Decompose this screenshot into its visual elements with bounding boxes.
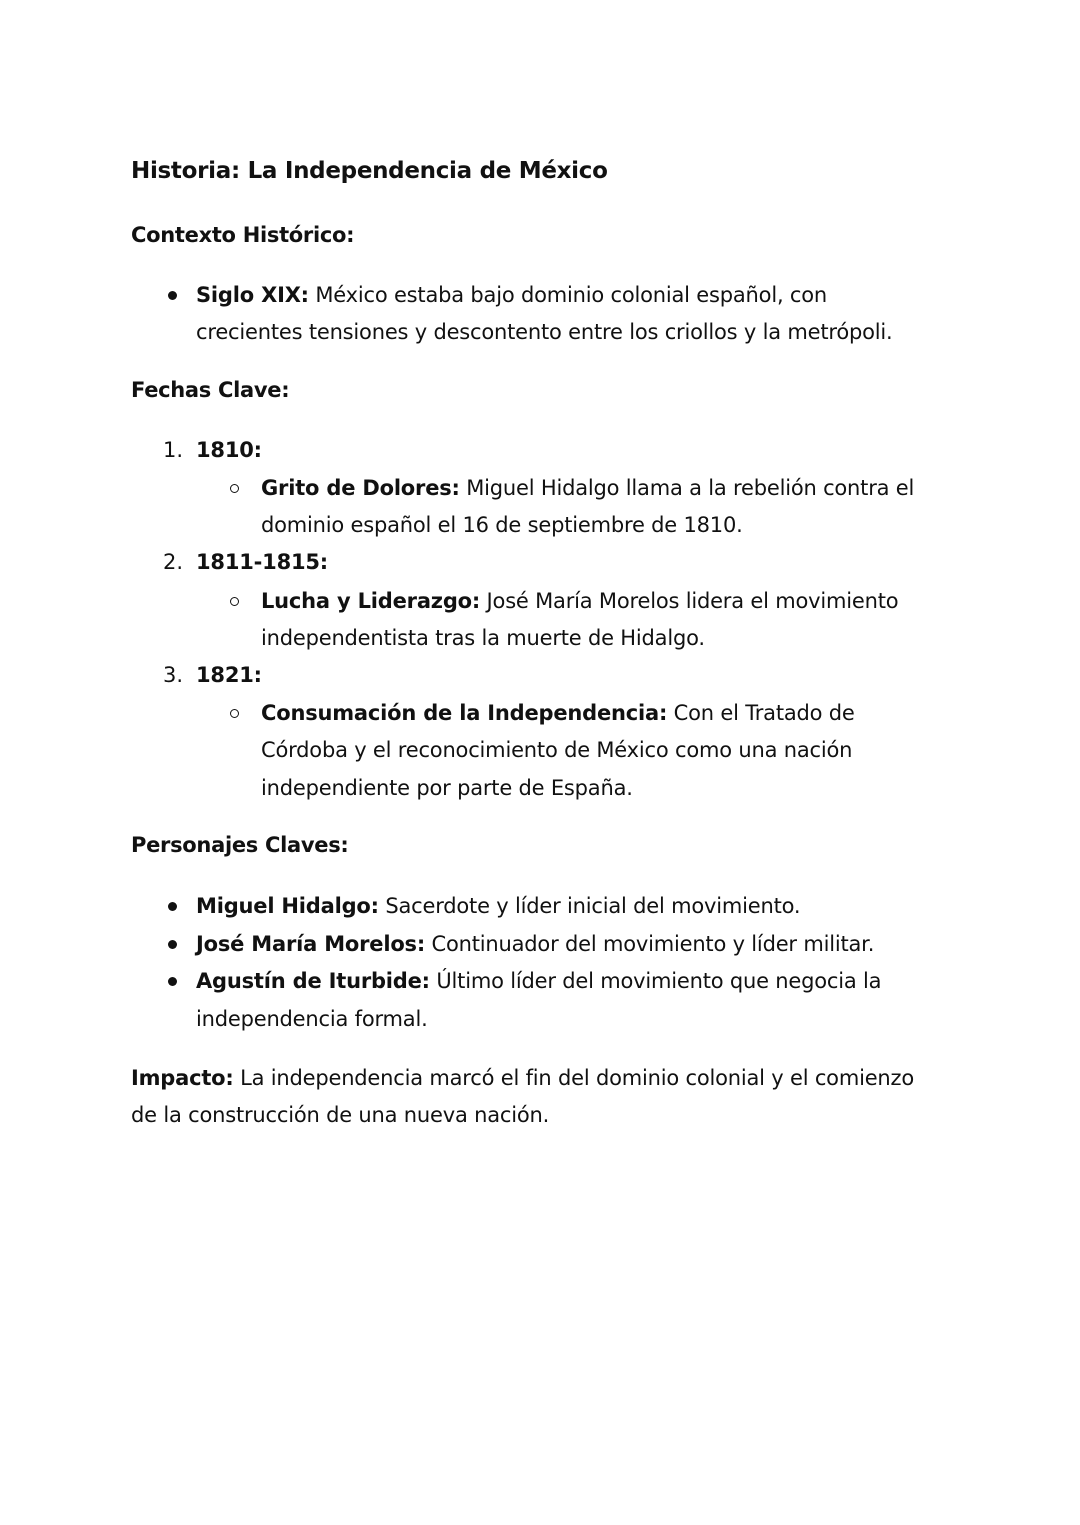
personaje-item xyxy=(196,967,881,995)
contexto-item-line xyxy=(196,281,827,309)
personaje-term: Miguel Hidalgo: xyxy=(196,894,379,918)
bullet-circle-icon xyxy=(230,597,239,606)
bullet-dot-icon xyxy=(168,940,177,949)
list-number: 3. xyxy=(163,663,184,687)
contexto-text: México estaba bajo dominio colonial español, con xyxy=(308,283,828,307)
bullet-dot-icon xyxy=(168,902,177,911)
fechas-heading: Fechas Clave: xyxy=(131,378,290,402)
fecha-sub-text: Miguel Hidalgo llama a la rebelión contra el xyxy=(459,476,915,500)
fecha-date-text: 1811-1815: xyxy=(196,550,329,574)
fecha-date xyxy=(196,661,262,689)
personaje-text: Último líder del movimiento que negocia la xyxy=(429,969,882,993)
fecha-sub-text: José María Morelos lidera el movimiento xyxy=(480,589,899,613)
personaje-term: José María Morelos: xyxy=(196,932,426,956)
fecha-sub-term: Consumación de la Independencia: xyxy=(261,701,668,725)
fecha-sub-line-2: dominio español el 16 de septiembre de 1810. xyxy=(261,513,743,537)
bullet-dot-icon xyxy=(168,291,177,300)
personajes-heading: Personajes Claves: xyxy=(131,833,349,857)
contexto-item-line-2: crecientes tensiones y descontento entre los criollos y la metrópoli. xyxy=(196,320,893,344)
impacto-text: La independencia marcó el fin del dominio colonial y el comienzo xyxy=(233,1066,915,1090)
personaje-item-line-2: independencia formal. xyxy=(196,1007,428,1031)
list-number: 2. xyxy=(163,550,184,574)
fecha-sub-line xyxy=(261,474,914,502)
personaje-item xyxy=(196,930,874,958)
impacto-line-2: de la construcción de una nueva nación. xyxy=(131,1103,550,1127)
fecha-date-text: 1821: xyxy=(196,663,262,687)
fecha-sub-line xyxy=(261,587,898,615)
bullet-circle-icon xyxy=(230,709,239,718)
fecha-date xyxy=(196,548,328,576)
bullet-circle-icon xyxy=(230,484,239,493)
fecha-date-text: 1810: xyxy=(196,438,262,462)
bullet-dot-icon xyxy=(168,977,177,986)
fecha-date xyxy=(196,436,262,464)
personaje-item xyxy=(196,892,800,920)
impacto-line xyxy=(131,1064,914,1092)
impacto-term: Impacto: xyxy=(131,1066,234,1090)
fecha-sub-term: Grito de Dolores: xyxy=(261,476,460,500)
fecha-sub-term: Lucha y Liderazgo: xyxy=(261,589,481,613)
personaje-text: Continuador del movimiento y líder militar. xyxy=(425,932,875,956)
list-number: 1. xyxy=(163,438,184,462)
contexto-heading: Contexto Histórico: xyxy=(131,223,355,247)
fecha-sub-line-2: Córdoba y el reconocimiento de México como una nación xyxy=(261,738,853,762)
personaje-text: Sacerdote y líder inicial del movimiento. xyxy=(378,894,801,918)
fecha-sub-text: Con el Tratado de xyxy=(667,701,855,725)
contexto-term: Siglo XIX: xyxy=(196,283,309,307)
personaje-term: Agustín de Iturbide: xyxy=(196,969,430,993)
fecha-sub-line-3: independiente por parte de España. xyxy=(261,776,633,800)
fecha-sub-line xyxy=(261,699,855,727)
document-title: Historia: La Independencia de México xyxy=(131,158,608,184)
fecha-sub-line-2: independentista tras la muerte de Hidalgo. xyxy=(261,626,705,650)
